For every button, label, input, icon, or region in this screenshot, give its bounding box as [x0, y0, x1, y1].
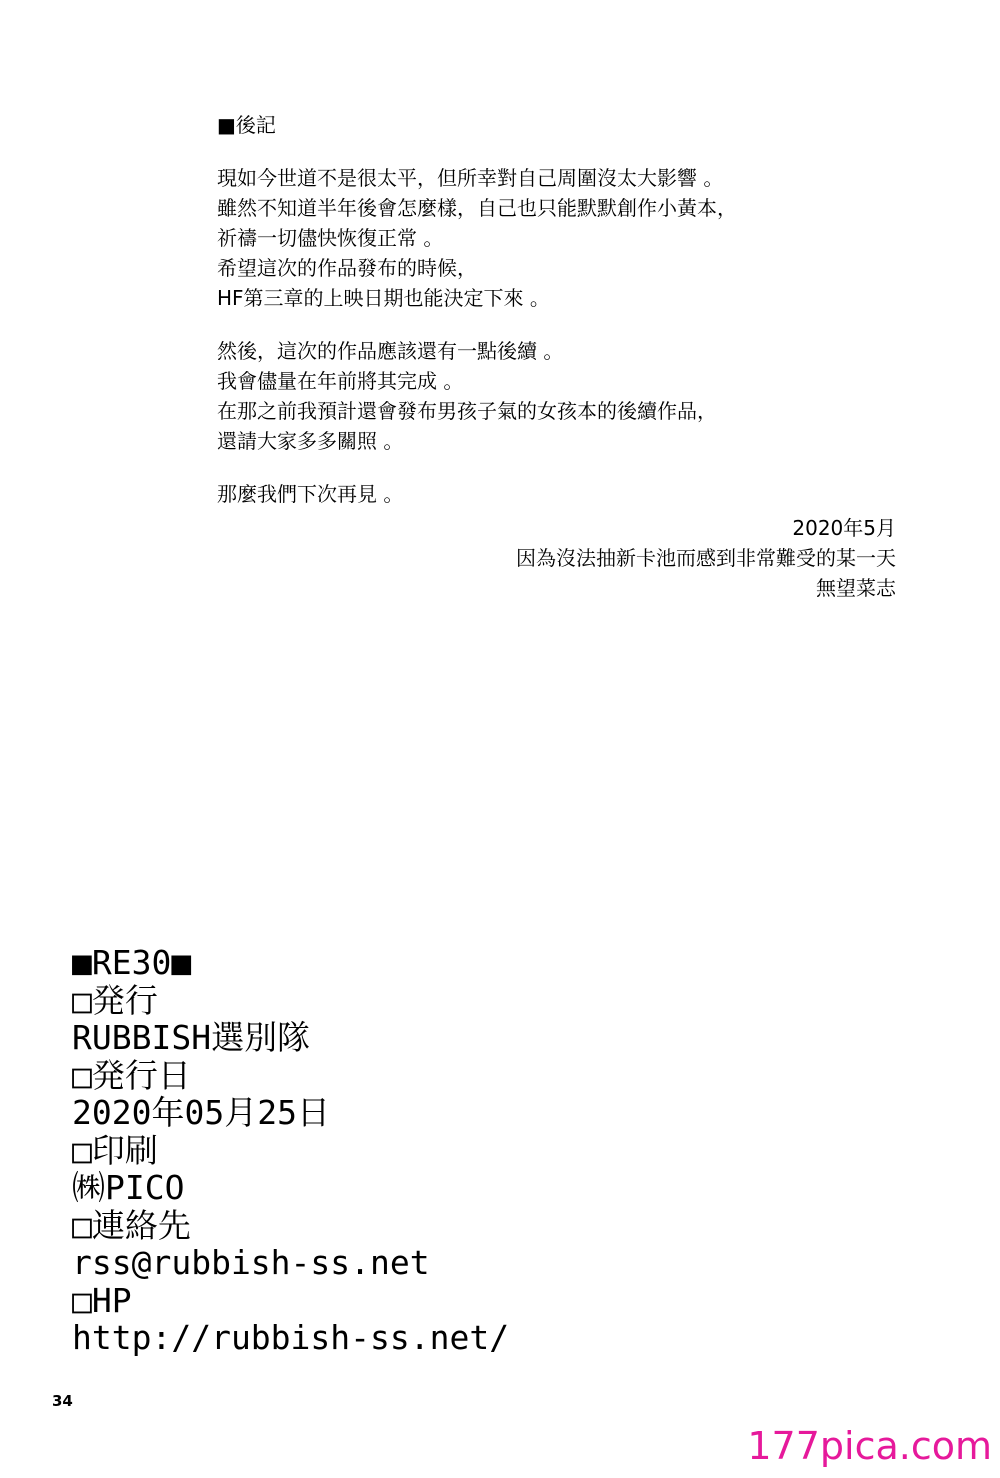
- text-line: 還請大家多多關照 。: [217, 429, 404, 453]
- page-number: 34: [52, 1392, 73, 1410]
- colophon-date: 2020年05月25日: [72, 1093, 330, 1132]
- colophon-hp-label: □HP: [72, 1280, 132, 1320]
- colophon-date-label: □発行日: [72, 1055, 191, 1095]
- colophon-title: ■RE30■: [72, 943, 192, 982]
- text-line: 雖然不知道半年後會怎麼樣，自己也只能默默創作小黃本，: [217, 196, 737, 220]
- paragraph-1: [217, 163, 897, 313]
- signature-author: 無望菜志: [816, 576, 896, 600]
- paragraph-2: [217, 336, 897, 456]
- paragraph-3: [217, 479, 897, 509]
- text-line: 那麼我們下次再見 。: [217, 482, 404, 506]
- colophon-printer-label: □印刷: [72, 1130, 158, 1170]
- text-line: 現如今世道不是很太平，但所幸對自己周圍沒太大影響 。: [217, 166, 724, 190]
- colophon-publisher: RUBBISH選別隊: [72, 1018, 311, 1057]
- signature-date: 2020年5月: [792, 516, 896, 540]
- text-line: HF第三章的上映日期也能決定下來 。: [217, 286, 550, 310]
- text-line: 然後，這次的作品應該還有一點後續 。: [217, 339, 564, 363]
- signature-note: 因為沒法抽新卡池而感到非常難受的某一天: [516, 546, 896, 570]
- text-line: 在那之前我預計還會發布男孩子氣的女孩本的後續作品，: [217, 399, 717, 423]
- text-line: 我會儘量在年前將其完成 。: [217, 369, 464, 393]
- watermark-text: 177pica.com: [747, 1424, 992, 1468]
- colophon-contact-label: □連絡先: [72, 1205, 191, 1245]
- afterword-section: [217, 110, 897, 532]
- colophon-publisher-label: □発行: [72, 980, 158, 1020]
- colophon: [72, 944, 672, 1357]
- colophon-contact-email: rss@rubbish-ss.net: [72, 1243, 430, 1282]
- text-line: 希望這次的作品發布的時候，: [217, 256, 477, 280]
- afterword-title: ■後記: [217, 113, 276, 137]
- colophon-printer: ㈱PICO: [72, 1168, 185, 1207]
- signature-block: [516, 513, 896, 603]
- text-line: 祈禱一切儘快恢復正常 。: [217, 226, 444, 250]
- colophon-hp-url: http://rubbish-ss.net/: [72, 1318, 510, 1357]
